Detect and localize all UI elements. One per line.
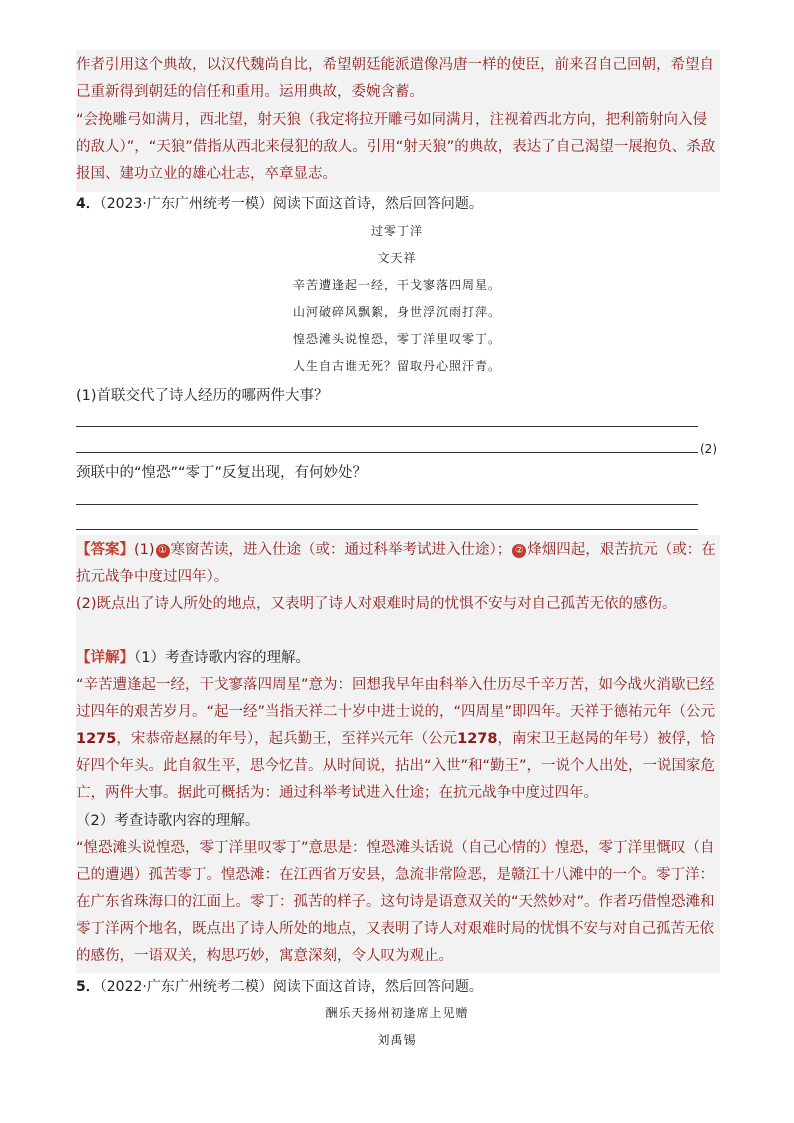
detail-heading-1 — [76, 645, 720, 672]
detail-subheading: （1）考查诗歌内容的理解。 — [134, 650, 310, 666]
answer-part-number: (1) — [134, 542, 155, 558]
answer-text: 烽烟四起，艰苦抗元（或：在抗元战争中度过四年）。 — [76, 542, 716, 585]
poem-line: 人生自古谁无死？留取丹心照汗青。 — [292, 359, 501, 373]
answer-part-2: (2)既点出了诗人所处的地点，又表明了诗人对艰难时局的忧惧不安与对自己孤苦无依的感伤。 — [76, 596, 677, 612]
top-paragraph-2: “会挽雕弓如满月，西北望，射天狼（我定将拉开雕弓如同满月，注视着西北方向，把利箭射向入侵的敌人）”，“天狼”借指从西北来侵犯的敌人。引用“射天狼”的典故，表达了自己渴望一展抱负、杀敌报国、建功立业的雄心壮志，卒章显志。 — [76, 112, 716, 182]
top-paragraph-1: 作者引用这个典故，以汉代魏尚自比，希望朝廷能派遣像冯唐一样的使臣，前来召自己回朝，希望自己重新得到朝廷的信任和重用。运用典故，委婉含蓄。 — [76, 57, 714, 100]
sub-question-2-mark: (2) — [700, 442, 717, 456]
detail-heading-2: （2）考查诗歌内容的理解。 — [76, 813, 260, 829]
sub-question-1: (1)首联交代了诗人经历的哪两件大事？ — [76, 388, 329, 404]
circled-number: ② — [512, 544, 526, 558]
question-prompt: 阅读下面这首诗，然后回答问题。 — [272, 979, 483, 995]
year-value: 1278 — [457, 731, 498, 747]
question-source: （2023·广东广州统考一模） — [99, 196, 273, 212]
poem-title: 过零丁洋 — [370, 224, 423, 238]
answer-line[interactable] — [76, 426, 698, 427]
year-value: 1275 — [76, 731, 117, 747]
question-5-header — [76, 977, 483, 997]
question-prompt: 阅读下面这首诗，然后回答问题。 — [272, 196, 483, 212]
answer-line[interactable] — [76, 452, 698, 453]
answer-part-1 — [76, 537, 720, 591]
detail-paragraph-2: “惶恐滩头说惶恐，零丁洋里叹零丁”意思是：惶恐滩头话说（自己心情的）惶恐，零丁洋里慨叹（自己的遭遇）孤苦零丁。惶恐滩：在江西省万安县，急流非常险恶，是赣江十八滩中的一个。零丁洋：在广东省珠海口的江面上。零丁：孤苦的样子。这句诗是语意双关的“天然妙对”。作者巧借惶恐滩和零丁洋两个地名，既点出了诗人所处的地点，又表明了诗人对艰难时局的忧惧不安与对自己孤苦无依的感伤，一语双关，构思巧妙，寓意深刻，令人叹为观止。 — [76, 840, 715, 964]
poem-author: 刘禹锡 — [377, 1033, 417, 1047]
detail-label: 【详解】 — [76, 650, 134, 666]
answer-label: 【答案】 — [76, 542, 134, 558]
detail-text: “辛苦遭逢起一经，干戈寥落四周星”意为：回想我早年由科举入仕历尽千辛万苦，如今战火消歇已经过四年的艰苦岁月。“起一经”当指天祥二十岁中进士说的，“四周星”即四年。天祥于德祐元年（公元 — [76, 677, 716, 720]
circled-number: ① — [156, 544, 170, 558]
answer-line[interactable] — [76, 504, 698, 505]
poem-line: 惶恐滩头说惶恐，零丁洋里叹零丁。 — [292, 332, 501, 346]
answer-text: 寒窗苦读，进入仕途（或：通过科举考试进入仕途）； — [170, 542, 512, 558]
question-4-header — [76, 194, 483, 214]
question-number: 4． — [76, 196, 100, 212]
poem-line: 辛苦遭逢起一经，干戈寥落四周星。 — [292, 278, 501, 292]
poem-title: 酬乐天扬州初逢席上见赠 — [325, 1006, 469, 1020]
detail-paragraph-1 — [76, 672, 720, 807]
detail-text: ，宋恭帝赵㬎的年号），起兵勤王，至祥兴元年（公元 — [116, 731, 458, 747]
question-source: （2022·广东广州统考二模） — [99, 979, 273, 995]
detail-text: ，南宋卫王赵昺的年号）被俘，恰好四个年头。此自叙生平，思今忆昔。从时间说，拈出“入世”和“勤王”，一说个人出处，一说国家危亡，两件大事。据此可概括为：通过科举考试进入仕途；在抗元战争中度过四年。 — [76, 731, 716, 801]
answer-line[interactable] — [76, 529, 698, 530]
poem-author: 文天祥 — [377, 251, 417, 265]
question-number: 5． — [76, 979, 100, 995]
poem-line: 山河破碎风飘絮，身世浮沉雨打萍。 — [292, 305, 501, 319]
sub-question-2: 颈联中的“惶恐”“零丁”反复出现，有何妙处？ — [76, 465, 368, 481]
